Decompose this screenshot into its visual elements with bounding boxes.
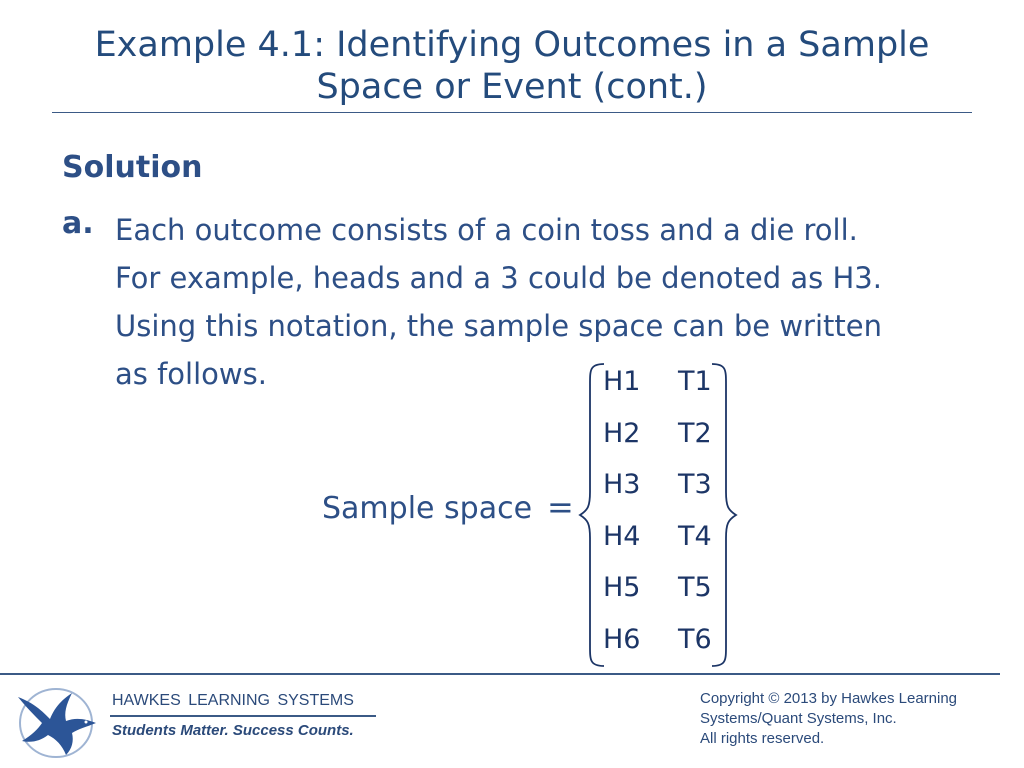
solution-line-4: as follows.: [115, 357, 267, 391]
brand-tagline: Students Matter. Success Counts.: [112, 722, 354, 739]
sample-space-outcome: H5: [603, 572, 641, 603]
sample-space-outcome: H4: [603, 520, 641, 552]
sample-space-label: Sample space: [322, 491, 533, 526]
solution-line-1: Each outcome consists of a coin toss and a die roll.: [115, 213, 858, 247]
sample-space-outcome: T1: [678, 366, 712, 397]
eagle-logo-icon: [16, 683, 100, 759]
solution-line-2: For example, heads and a 3 could be denoted as H3.: [115, 261, 882, 295]
sample-space-outcome: H1: [603, 366, 641, 397]
copyright-line-3: All rights reserved.: [700, 730, 825, 747]
slide-title-line-2: Space or Event (cont.): [316, 67, 708, 107]
solution-line-3: Using this notation, the sample space can be written: [115, 309, 882, 343]
left-brace: [580, 364, 604, 666]
slide-title: [50, 24, 974, 108]
sample-space-outcome: T2: [678, 417, 712, 449]
solution-paragraph: [115, 206, 995, 398]
footer-divider: [0, 673, 1000, 675]
equals-sign: =: [547, 488, 574, 526]
sample-space-outcome: H6: [603, 623, 641, 655]
sample-space-outcome: T5: [678, 572, 712, 603]
title-divider: [52, 112, 972, 113]
sample-space-outcome: H2: [603, 417, 641, 449]
sample-space-outcome: T6: [678, 623, 712, 655]
right-brace: [712, 364, 736, 666]
solution-heading: Solution: [62, 150, 203, 185]
sample-space-outcome: T4: [678, 520, 712, 552]
brand-underline: [110, 715, 376, 717]
brand-name: HAWKES LEARNING SYSTEMS: [112, 692, 354, 709]
sample-space-outcome: T3: [678, 469, 712, 500]
set-braces: [574, 360, 744, 670]
copyright-notice: [700, 689, 1010, 749]
copyright-line-1: Copyright © 2013 by Hawkes Learning: [700, 690, 958, 707]
copyright-line-2: Systems/Quant Systems, Inc.: [700, 710, 897, 727]
slide-title-line-1: Example 4.1: Identifying Outcomes in a Sample: [94, 25, 930, 65]
item-marker-a: a.: [62, 206, 94, 241]
sample-space-outcome: H3: [603, 469, 641, 500]
